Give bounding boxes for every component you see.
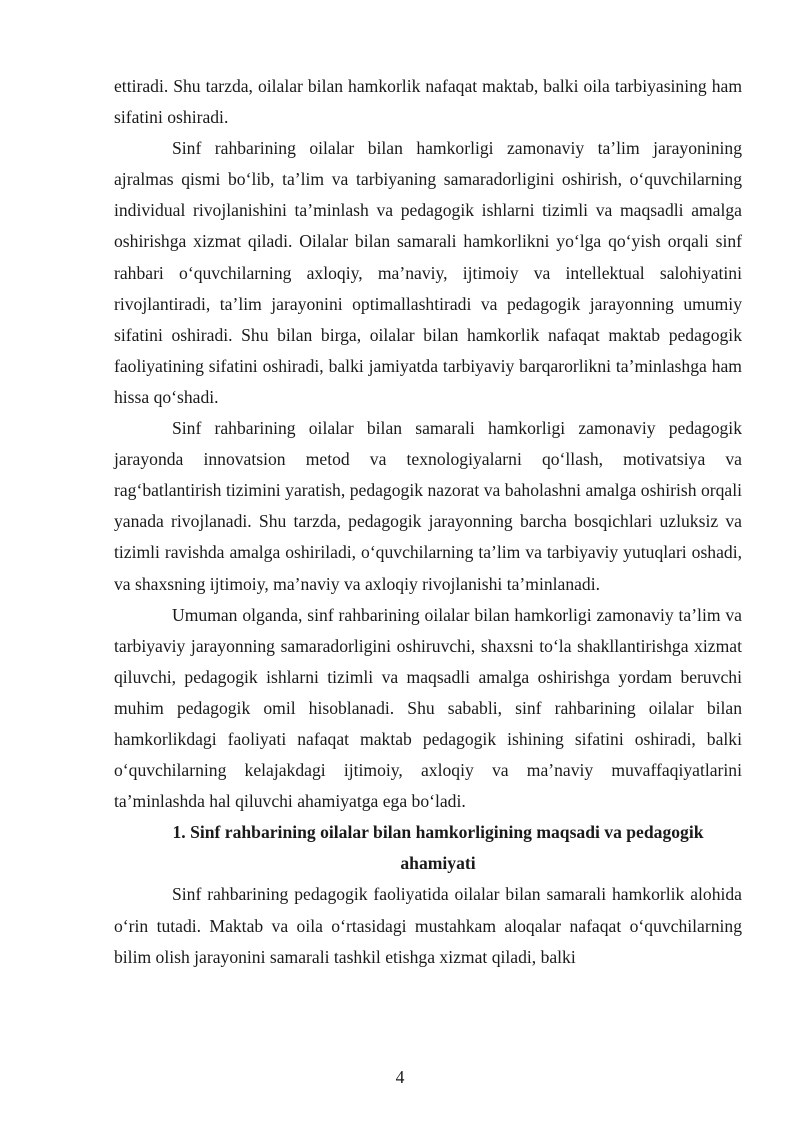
section-heading: 1. Sinf rahbarining oilalar bilan hamkorligining maqsadi va pedagogik ahamiyati xyxy=(172,822,704,874)
body-paragraph-1: Sinf rahbarining oilalar bilan hamkorligi zamonaviy ta’lim jarayonining ajralmas qismi bo‘lib, ta’lim va tarbiyaning samaradorligini oshirish, o‘quvchilarning individual rivojlanishini ta’minlash va pedagogik ishlarni tizimli va maqsadli amalga oshirishga xizmat qiladi. Oilalar bilan samarali hamkorlikni yo‘lga qo‘yish orqali sinf rahbari o‘quvchilarning axloqiy, ma’naviy, ijtimoiy va intellektual salohiyatini rivojlantiradi, ta’lim jarayonini optimallashtiradi va pedagogik jarayonning umumiy sifatini oshiradi. Shu bilan birga, oilalar bilan hamkorlik nafaqat maktab pedagogik faoliyatining sifatini oshiradi, balki jamiyatda tarbiyaviy barqarorlikni ta’minlashga ham hissa qo‘shadi. xyxy=(114,138,742,407)
body-paragraph-3: Umuman olganda, sinf rahbarining oilalar bilan hamkorligi zamonaviy ta’lim va tarbiyaviy jarayonning samaradorligini oshiruvchi, shaxsni to‘la shakllantirishga xizmat qiluvchi, pedagogik ishlarni tizimli va maqsadli amalga oshirishga yordam beruvchi muhim pedagogik omil hisoblanadi. Shu sababli, sinf rahbarining oilalar bilan hamkorlikdagi faoliyati nafaqat maktab pedagogik ishining sifatini oshiradi, balki o‘quvchilarning kelajakdagi ijtimoiy, axloqiy va ma’naviy muvaffaqiyatlarini ta’minlashda hal qiluvchi ahamiyatga ega bo‘ladi. xyxy=(114,604,742,812)
page-body xyxy=(114,71,742,973)
section-first-paragraph: Sinf rahbarining pedagogik faoliyatida oilalar bilan samarali hamkorlik alohida o‘rin tutadi. Maktab va oila o‘rtasidagi mustahkam aloqalar nafaqat o‘quvchilarning bilim olish jarayonini samarali tashkil etishga xizmat qiladi, balki xyxy=(114,884,742,967)
body-paragraph-2: Sinf rahbarining oilalar bilan samarali hamkorligi zamonaviy pedagogik jarayonda innovatsion metod va texnologiyalarni qo‘llash, motivatsiya va rag‘batlantirish tizimini yaratish, pedagogik nazorat va baholashni amalga oshirish orqali yanada rivojlanadi. Shu tarzda, pedagogik jarayonning barcha bosqichlari uzluksiz va tizimli ravishda amalga oshiriladi, o‘quvchilarning ta’lim va tarbiyaviy yutuqlari oshadi, va shaxsning ijtimoiy, ma’naviy va axloqiy rivojlanishi ta’minlanadi. xyxy=(114,418,742,594)
continuation-paragraph: ettiradi. Shu tarzda, oilalar bilan hamkorlik nafaqat maktab, balki oila tarbiyasining ham sifatini oshiradi. xyxy=(114,76,742,128)
page-number: 4 xyxy=(395,1067,405,1087)
